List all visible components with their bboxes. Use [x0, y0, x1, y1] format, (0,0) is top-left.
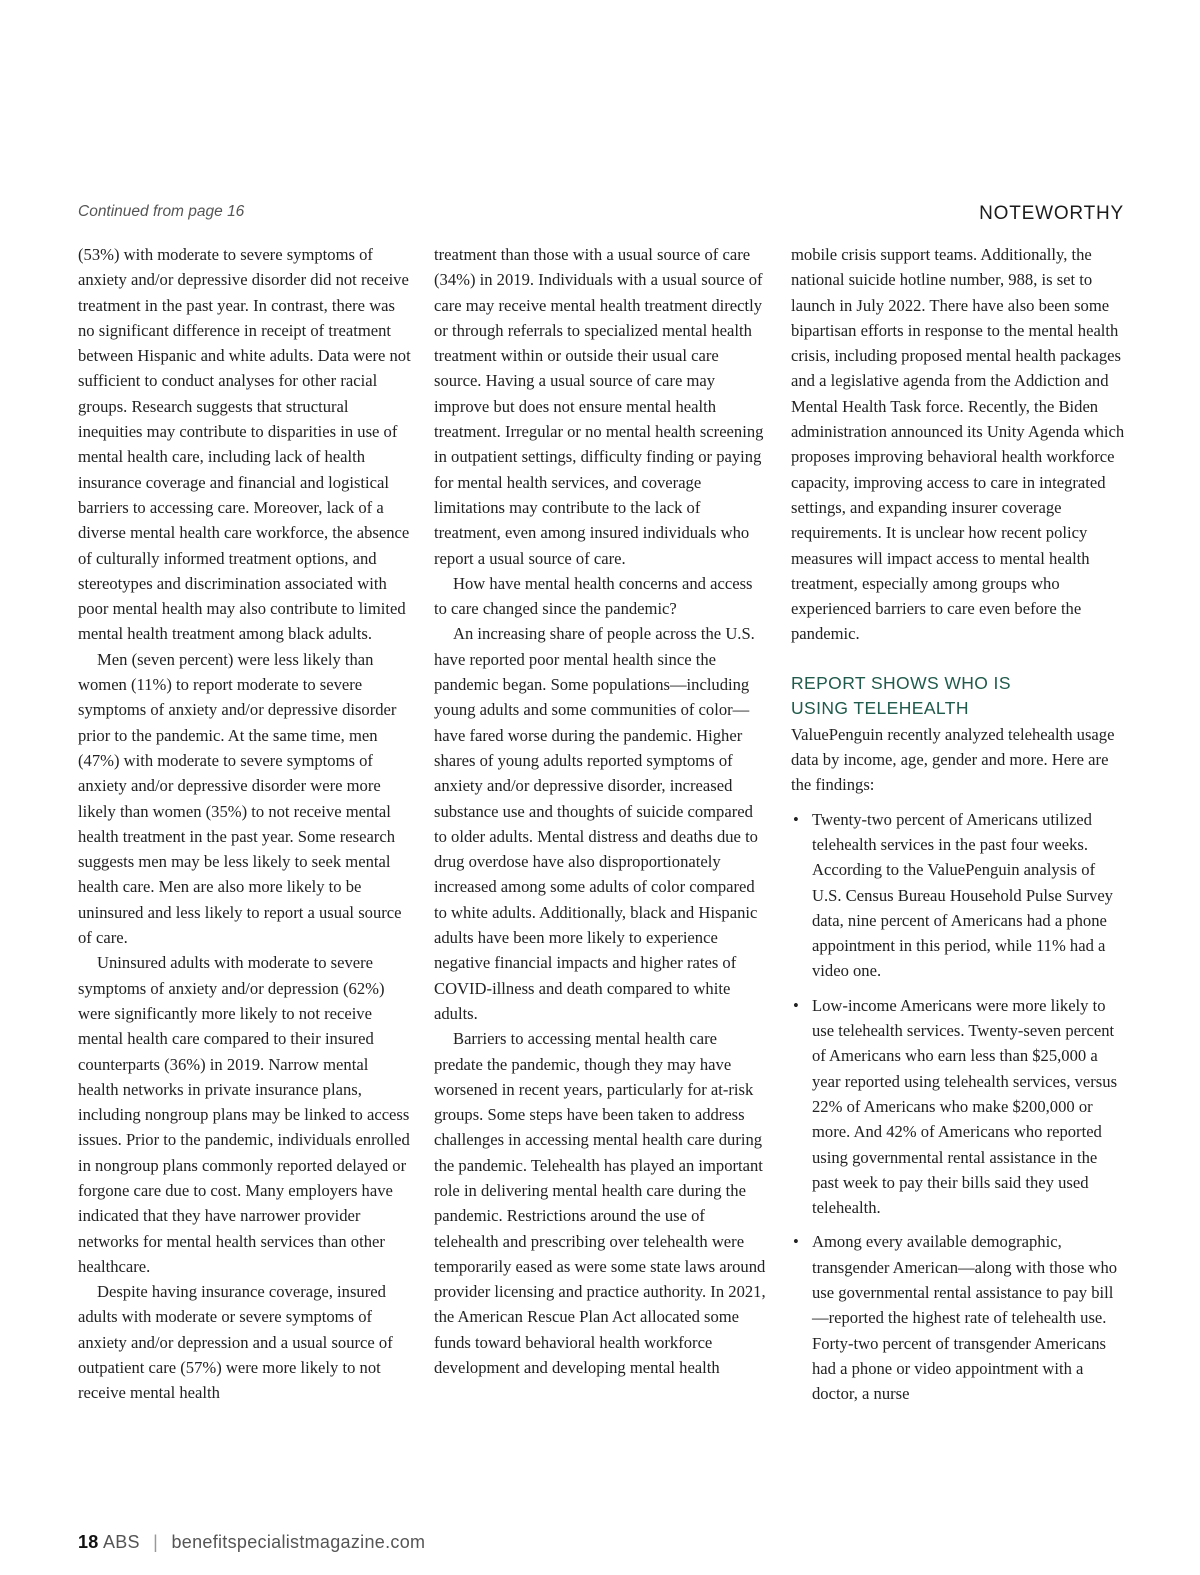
- lead-paragraph: ValuePenguin recently analyzed telehealth usage data by income, age, gender and more. Here are the findings:: [791, 724, 1115, 795]
- question-paragraph: How have mental health concerns and access to care changed since the pandemic?: [434, 573, 753, 619]
- subheading-line: REPORT SHOWS WHO IS: [791, 672, 1011, 693]
- paragraph: treatment than those with a usual source of care (34%) in 2019. Individuals with a usual source of care may receive mental health treatment directly or through referrals to specialized mental health treatment within or outside their usual care source. Having a usual source of care may improve but does not ensure mental health treatment. Irregular or no mental health screening in outpatient settings, difficulty finding or paying for mental health services, and coverage limitations may contribute to the lack of treatment, even among insured individuals who report a usual source of care.: [434, 245, 764, 568]
- section-title: NOTEWORTHY: [979, 203, 1124, 224]
- website-link[interactable]: benefitspecialistmagazine.com: [171, 1532, 426, 1552]
- list-item: [791, 993, 1125, 1221]
- paragraph: mobile crisis support teams. Additionally, the national suicide hotline number, 988, is set to launch in July 2022. There have also been some bipartisan efforts in response to the mental health crisis, including proposed mental health packages and a legislative agenda from the Addiction and Mental Health Task force. Recently, the Biden administration announced its Unity Agenda which proposes improving behavioral health workforce capacity, improving access to care in integrated settings, and expanding insurer coverage requirements. It is unclear how recent policy measures will impact access to mental health treatment, especially among groups who experienced barriers to care even before the pandemic.: [791, 245, 1125, 644]
- paragraph: Uninsured adults with moderate to severe symptoms of anxiety and/or depression (62%) were significantly more likely to not receive mental health care compared to their insured counterparts (36%) in 2019. Narrow mental health networks in private insurance plans, including nongroup plans may be linked to access issues. Prior to the pandemic, individuals enrolled in nongroup plans commonly reported delayed or forgone care due to cost. Many employers have indicated that they have narrower provider networks for mental health services than other healthcare.: [78, 953, 410, 1276]
- list-item: [791, 807, 1125, 984]
- article-column-2: [434, 242, 768, 1380]
- article-column-3: [791, 242, 1125, 1415]
- paragraph: Barriers to accessing mental health care predate the pandemic, though they may have worsened in recent years, particularly for at-risk groups. Some steps have been taken to address challenges in accessing mental health care during the pandemic. Telehealth has played an important role in delivering mental health care during the pandemic. Restrictions around the use of telehealth and prescribing over telehealth were temporarily eased as were some state laws around provider licensing and practice authority. In 2021, the American Rescue Plan Act allocated some funds toward behavioral health workforce development and developing mental health: [434, 1029, 766, 1378]
- findings-list: [791, 807, 1125, 1407]
- paragraph: Despite having insurance coverage, insured adults with moderate or severe symptoms of anxiety and/or depression and a usual source of outpatient care (57%) were more likely to not receive mental health: [78, 1282, 393, 1403]
- list-item-text: Among every available demographic, transgender American—along with those who use governmental rental assistance to pay bill—reported the highest rate of telehealth use. Forty-two percent of transgender Americans had a phone or video appointment with a doctor, a nurse: [812, 1232, 1118, 1404]
- bullet-icon: •: [793, 995, 799, 1015]
- bullet-icon: •: [793, 1232, 799, 1252]
- page-footer: [78, 1532, 425, 1553]
- continued-note: Continued from page 16: [78, 203, 245, 220]
- magazine-name: ABS: [102, 1532, 140, 1552]
- paragraph: Men (seven percent) were less likely than women (11%) to report moderate to severe symptoms of anxiety and/or depressive disorder prior to the pandemic. At the same time, men (47%) with moderate to severe symptoms of anxiety and/or depressive disorder were more likely than women (35%) to not receive mental health treatment in the past year. Some research suggests men may be less likely to seek mental health care. Men are also more likely to be uninsured and less likely to report a usual source of care.: [78, 649, 402, 948]
- article-column-1: [78, 242, 412, 1406]
- page-number: 18: [78, 1532, 99, 1552]
- paragraph: An increasing share of people across the U.S. have reported poor mental health since the pandemic began. Some populations—including young adults and some communities of color—have fared worse during the pandemic. Higher shares of young adults reported symptoms of anxiety and/or depressive disorder, increased substance use and thoughts of suicide compared to older adults. Mental distress and deaths due to drug overdose have also disproportionately increased among some adults of color compared to white adults. Additionally, black and Hispanic adults have been more likely to experience negative financial impacts and higher rates of COVID-illness and death compared to white adults.: [434, 624, 758, 1023]
- subheading-line: USING TELEHEALTH: [791, 697, 969, 718]
- subheading: [791, 671, 1125, 721]
- bullet-icon: •: [793, 809, 799, 829]
- list-item-text: Twenty-two percent of Americans utilized telehealth services in the past four weeks. According to the ValuePenguin analysis of U.S. Census Bureau Household Pulse Survey data, nine percent of Americans had a phone appointment in this period, while 11% had a video one.: [812, 809, 1113, 981]
- paragraph: (53%) with moderate to severe symptoms of anxiety and/or depressive disorder did not receive treatment in the past year. In contrast, there was no significant difference in receipt of treatment between Hispanic and white adults. Data were not sufficient to conduct analyses for other racial groups. Research suggests that structural inequities may contribute to disparities in use of mental health care, including lack of health insurance coverage and financial and logistical barriers to accessing care. Moreover, lack of a diverse mental health care workforce, the absence of culturally informed treatment options, and stereotypes and discrimination associated with poor mental health may also contribute to limited mental health treatment among black adults.: [78, 245, 411, 644]
- list-item: [791, 1229, 1125, 1406]
- footer-separator: |: [153, 1532, 159, 1552]
- list-item-text: Low-income Americans were more likely to use telehealth services. Twenty-seven percent of Americans who earn less than $25,000 a year reported using telehealth services, versus 22% of Americans who make $200,000 or more. And 42% of Americans who reported using governmental rental assistance in the past week to pay their bills said they used telehealth.: [812, 995, 1118, 1218]
